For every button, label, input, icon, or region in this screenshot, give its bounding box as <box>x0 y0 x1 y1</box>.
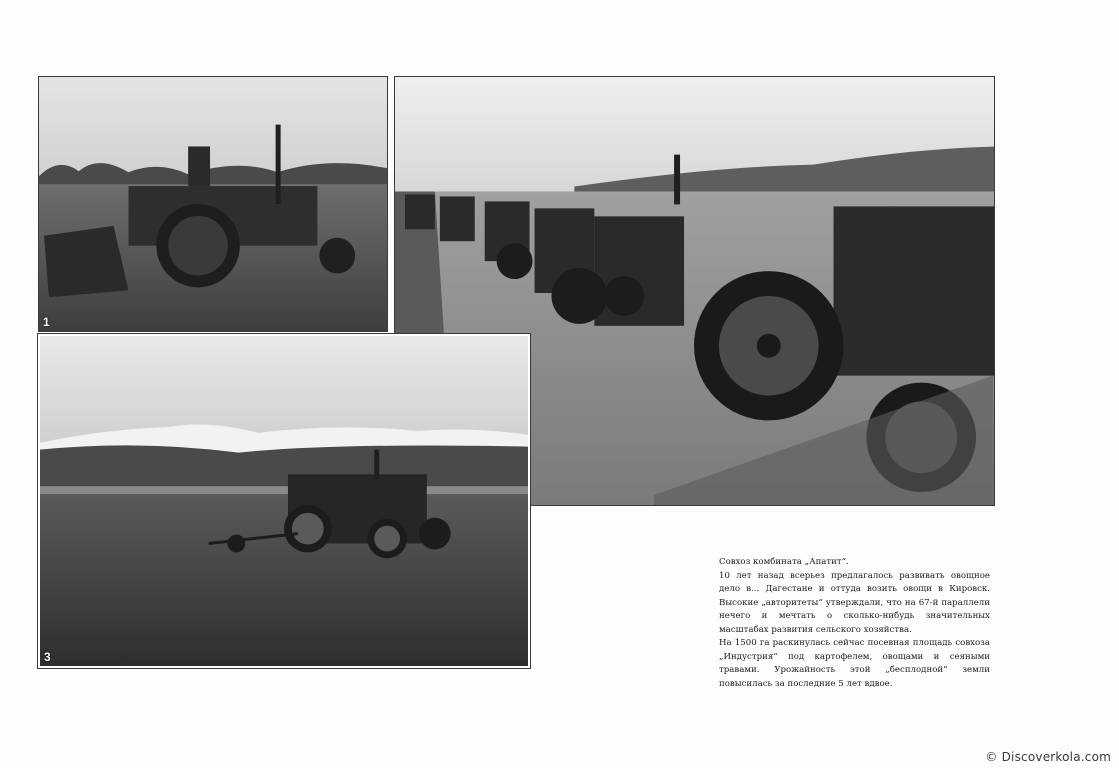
tractor-photo-icon <box>39 77 387 331</box>
photo-number: 3 <box>44 650 51 664</box>
plowing-tractor-photo-icon <box>40 336 528 666</box>
caption-text <box>719 556 990 691</box>
caption-paragraph: 10 лет назад всерьез предлагалось развивать овощное дело в... Дагестане и оттуда возить овощи в Кировск. Высокие „авторитеты“ утверждали, что на 67-й параллели нечего и мечтать о сколько-нибудь значительных масштабах развития сельского хозяйства. <box>719 570 990 635</box>
photo-number: 1 <box>43 315 50 329</box>
watermark: © Discoverkola.com <box>985 750 1111 764</box>
caption-paragraph: На 1500 га раскинулась сейчас посевная площадь совхоза „Индустрия“ под картофелем, овощами и сеяными травами. Урожайность этой „бесплодной“ земли повысилась за последние 5 лет вдвое. <box>719 638 990 689</box>
photo-plowing-tractor <box>38 334 530 668</box>
caption-title: Совхоз комбината „Апатит“. <box>719 557 849 567</box>
photo-tractor-field <box>38 76 388 332</box>
